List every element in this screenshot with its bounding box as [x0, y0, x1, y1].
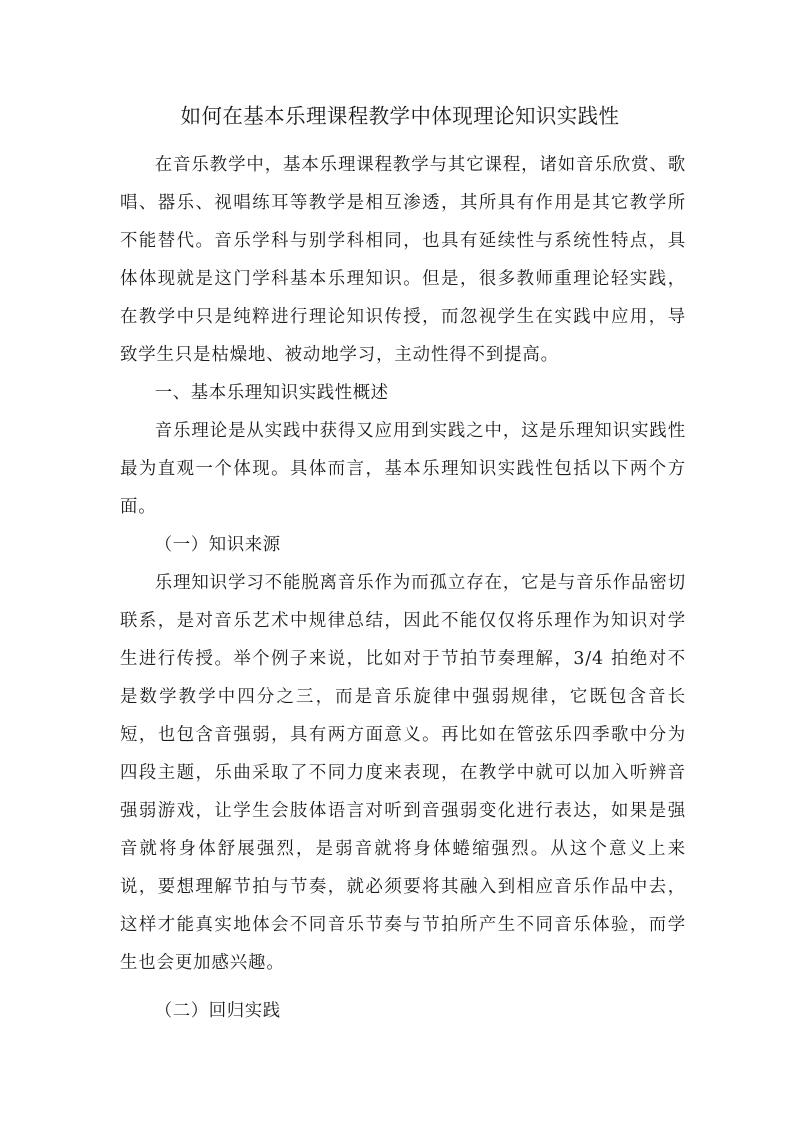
document-body [120, 146, 686, 1030]
document-title: 如何在基本乐理课程教学中体现理论知识实践性 [180, 104, 620, 128]
paragraph-overview: 音乐理论是从实践中获得又应用到实践之中，这是乐理知识实践性最为直观一个体现。具体而言，基本乐理知识实践性包括以下两个方面。 [120, 421, 686, 517]
paragraph-knowledge-source: 乐理知识学习不能脱离音乐作为而孤立存在，它是与音乐作品密切联系，是对音乐艺术中规律总结，因此不能仅仅将乐理作为知识对学生进行传授。举个例子来说，比如对于节拍节奏理解，3/4 拍绝对不是数学教学中四分之三，而是音乐旋律中强弱规律，它既包含音长短，也包含音强弱，具有两方面意义。再比如在管弦乐四季歌中分为四段主题，乐曲采取了不同力度来表现，在教学中就可以加入听辨音强弱游戏，让学生会肢体语言对听到音强弱变化进行表达，如果是强音就将身体舒展强烈，是弱音就将身体蜷缩强烈。从这个意义上来说，要想理解节拍与节奏，就必须要将其融入到相应音乐作品中去，这样才能真实地体会不同音乐节奏与节拍所产生不同音乐体验，而学生也会更加感兴趣。 [120, 573, 686, 973]
paragraph-intro: 在音乐教学中，基本乐理课程教学与其它课程，诸如音乐欣赏、歌唱、器乐、视唱练耳等教学是相互渗透，其所具有作用是其它教学所不能替代。音乐学科与别学科相同，也具有延续性与系统性特点，具体体现就是这门学科基本乐理知识。但是，很多教师重理论轻实践，在教学中只是纯粹进行理论知识传授，而忽视学生在实践中应用，导致学生只是枯燥地、被动地学习，主动性得不到提高。 [120, 155, 686, 365]
subsection-heading-1: （一）知识来源 [154, 535, 281, 555]
section-heading-1: 一、基本乐理知识实践性概述 [154, 383, 389, 403]
subsection-heading-2: （二）回归实践 [154, 1001, 281, 1021]
